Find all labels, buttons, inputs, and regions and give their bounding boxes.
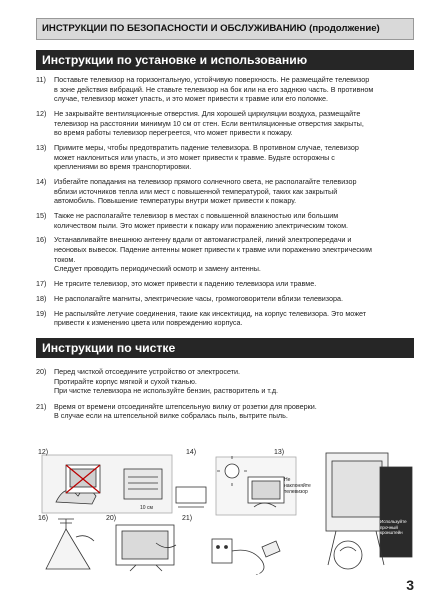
item-text-line: может наклониться или упасть, и это может привести к травме. Будьте осторожны с [54,152,335,162]
item-text [54,279,412,289]
item-text-line: вблизи источников тепла или мест с повышенной температурой, таких как закрытый [54,186,338,196]
item-text-line: Избегайте попадания на телевизор прямого солнечного света, не располагайте телевизор [54,177,357,186]
item-number: 21) [36,401,47,411]
item-text [54,109,412,138]
item-text [54,294,412,304]
page-number: 3 [406,577,414,593]
item-text-line: При чистке телевизора не используйте бензин, растворитель и т.д. [54,386,279,396]
page-header: ИНСТРУКЦИИ ПО БЕЗОПАСНОСТИ И ОБСЛУЖИВАНИЮ (продолжение) [36,18,414,40]
bracket-note-line2: прочный кронштейн [380,524,403,535]
item-text-line: Также не располагайте телевизор в местах с повышенной влажностью или большим [54,211,339,220]
item-text [54,143,412,172]
item-text-line: Поставьте телевизор на горизонтальную, устойчивую поверхность. Не размещайте телевизор [54,75,370,84]
tilt-note-line2: наклоняйте [284,483,311,489]
list-item [36,235,412,273]
illustration-label-13: 13) [274,449,285,456]
list-item [36,294,412,304]
item-text-line: током. [54,254,76,264]
item-text-line: Перед чисткой отсоедините устройство от электросети. [54,367,241,376]
item-number: 14) [36,177,47,186]
item-text [54,367,412,396]
cleaning-illustration [116,525,176,571]
illustration-label-12: 12) [38,449,49,456]
item-number: 20) [36,367,47,376]
item-text [54,177,412,206]
item-text-line: неоновых вывесок. Падение антенны может привести к травме или поражению электрическим [54,244,372,254]
tilt-note-line1: Не [284,477,291,483]
section-title-installation: Инструкции по установке и использованию [36,50,414,70]
item-text-line: Примите меры, чтобы предотвратить падение телевизора. В противном случае, телевизор [54,143,359,152]
item-text-line: Следует проводить периодический осмотр и замену антенны. [54,264,261,274]
item-number: 16) [36,235,47,245]
item-text-line: случае, телевизор может упасть, и это может привести к травме или его поломке. [54,94,329,104]
item-text-line: В случае если на штепсельной вилке собралась пыль, вытрите пыль. [54,411,288,421]
item-number: 13) [36,143,47,152]
bracket-note-line1: Используйте [380,519,407,524]
list-item [36,109,412,138]
list-item [36,279,412,289]
list-item [36,177,412,206]
list-item [36,367,412,396]
item-text-line: в зоне действия вибраций. Не ставьте телевизор на бок или на его заднюю часть. В противном [54,84,374,94]
bracket-note [380,519,414,536]
item-number: 17) [36,279,47,288]
item-number: 18) [36,293,47,303]
item-text-line: Не трясите телевизор, это может привести к падению телевизора или травме. [54,279,317,288]
item-number: 12) [36,109,47,118]
list-item [36,309,412,328]
list-item [36,143,412,172]
distance-label: 10 см [140,505,153,511]
illustration-label-14: 14) [186,449,197,456]
item-text-line: Не располагайте магниты, электрические часы, громкоговорители вблизи телевизора. [54,293,343,303]
list-item [36,402,412,421]
item-number: 19) [36,308,47,318]
item-text-line: во время работы телевизор перегреется, что может привести к пожару. [54,128,293,138]
list-item [36,211,412,230]
tilt-note [284,477,311,495]
item-text-line: Устанавливайте внешнюю антенну вдали от автомагистралей, линий электропередачи и [54,235,352,245]
item-number: 11) [36,75,46,84]
item-text [54,402,412,421]
antenna-illustration [46,519,94,569]
illustrations [36,447,414,575]
item-text-line: Не распыляйте летучие соединения, такие как инсектицид, на корпус телевизора. Это может [54,308,367,318]
item-text-line: Время от времени отсоединяйте штепсельную вилку от розетки для проверки. [54,401,317,411]
item-text-line: Протирайте корпус мягкой и сухой тканью. [54,376,197,386]
stand-illustration [326,453,412,569]
item-text-line: автомобиль. Повышение температуры внутри может привести к пожару. [54,196,297,206]
item-text [54,235,412,273]
item-text-line: количеством пыли. Это может привести к пожару или поражению электрическим током. [54,220,349,230]
ventilation-illustration [42,455,206,513]
list-item [36,75,412,104]
illustration-label-21: 21) [182,515,193,522]
illustration-label-16: 16) [38,515,49,522]
tilt-note-line3: телевизор [284,489,308,495]
item-text-line: телевизор на расстоянии минимум 10 см от стен. Если вентиляционные отверстия закрыты, [54,118,364,128]
illustration-label-20: 20) [106,515,117,522]
item-number: 15) [36,211,47,220]
item-text [54,211,412,230]
item-text-line: креплениями во время транспортировки. [54,162,192,172]
item-text-line: привести к изменению цвета или повреждению корпуса. [54,318,243,328]
item-text [54,75,412,104]
item-text-line: Не закрывайте вентиляционные отверстия. Для хорошей циркуляции воздуха, размещайте [54,109,361,118]
plug-illustration [212,539,280,575]
illustrations-drawing [36,447,414,575]
item-text [54,309,412,328]
section-title-cleaning: Инструкции по чистке [36,338,414,358]
